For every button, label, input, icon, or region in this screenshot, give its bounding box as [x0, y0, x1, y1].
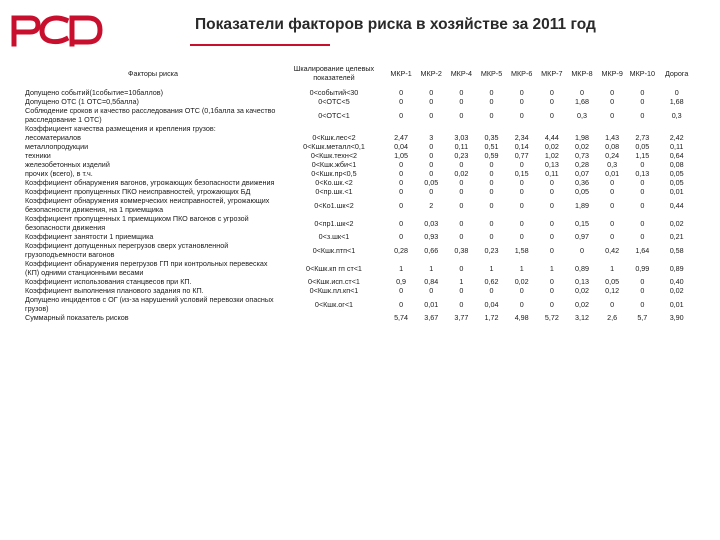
value-cell: 0,08 [669, 160, 684, 169]
table-row [24, 160, 696, 169]
risk-factor-cell: Коэффициент допущенных перегрузов сверх установленной грузоподъемности вагонов [25, 241, 229, 259]
value-cell: 0 [399, 232, 404, 241]
value-cell: 0 [519, 160, 524, 169]
scale-cell: 0<Кшк.техн<2 [310, 151, 358, 160]
scale-cell: 0<ОТС<1 [318, 110, 350, 120]
value-cell: 0,13 [575, 277, 589, 286]
value-cell: 0,44 [669, 200, 684, 210]
scale-cell [282, 313, 386, 322]
value-cell: 0,9 [396, 277, 407, 286]
scale-cell: 0<з.шк<1 [318, 232, 350, 241]
value-cell: 0 [489, 178, 494, 187]
value-cell: 0 [429, 97, 434, 106]
value-cell [446, 124, 476, 133]
value-cell: 0 [459, 160, 464, 169]
column-header: МКР-1 [390, 68, 412, 78]
value-cell: 0,05 [605, 277, 620, 286]
value-cell: 0,04 [484, 299, 499, 309]
value-cell: 1,15 [635, 151, 650, 160]
risk-factor-cell: лесоматериалов [25, 133, 81, 142]
value-cell: 0,42 [605, 245, 620, 255]
value-cell: 0 [459, 286, 464, 295]
value-cell: 0,77 [514, 151, 529, 160]
value-cell: 0 [399, 97, 404, 106]
value-cell: 0 [429, 151, 434, 160]
risk-factor-cell: металлопродукции [25, 142, 89, 151]
value-cell: 0 [640, 299, 645, 309]
value-cell: 0 [610, 187, 615, 196]
value-cell: 0 [459, 178, 464, 187]
value-cell: 0 [399, 160, 404, 169]
value-cell: 0 [519, 110, 524, 120]
value-cell: 0 [399, 187, 404, 196]
column-header: Дорога [664, 68, 689, 78]
value-cell: 0,21 [669, 232, 684, 241]
value-cell: 2 [429, 200, 434, 210]
value-cell: 0 [459, 218, 464, 228]
value-cell [567, 124, 597, 133]
value-cell: 0,28 [394, 245, 409, 255]
value-cell: 0,02 [454, 169, 469, 178]
scale-cell: 0<Кшк.пр<0,5 [311, 169, 357, 178]
value-cell: 0 [519, 187, 524, 196]
value-cell: 0 [489, 160, 494, 169]
value-cell: 0 [429, 160, 434, 169]
value-cell: 0 [549, 178, 554, 187]
scale-cell: 0<ОТС<5 [318, 97, 350, 106]
value-cell: 0,05 [669, 178, 684, 187]
value-cell: 0 [429, 169, 434, 178]
value-cell [476, 124, 506, 133]
value-cell: 0 [459, 232, 464, 241]
value-cell: 3,12 [575, 313, 589, 322]
risk-factor-cell: Коэффициент качества размещения и крепления грузов: [25, 124, 216, 133]
scale-cell: 0<Кшк.лес<2 [312, 133, 356, 142]
value-cell: 0 [640, 200, 645, 210]
value-cell: 0,05 [575, 187, 589, 196]
value-cell: 0,3 [607, 160, 618, 169]
value-cell: 0,89 [669, 263, 684, 273]
value-cell: 0,3 [671, 110, 682, 120]
value-cell: 0,15 [514, 169, 529, 178]
risk-factor-cell: Допущено инцидентов с ОГ (из-за нарушений условий перевозки опасных грузов) [25, 295, 274, 313]
scale-cell: 0<Ко1.шк<2 [314, 200, 354, 210]
value-cell: 0,23 [484, 245, 499, 255]
scale-cell: 0<Кшк.металл<0,1 [303, 142, 365, 151]
value-cell: 0 [640, 218, 645, 228]
value-cell: 1,89 [575, 200, 589, 210]
table-row [24, 295, 696, 313]
scale-cell: 0<Ко.шк.<2 [315, 178, 353, 187]
value-cell: 5,72 [544, 313, 559, 322]
value-cell: 0,02 [575, 286, 589, 295]
table-row [24, 97, 696, 106]
value-cell: 0,15 [575, 218, 589, 228]
value-cell: 0 [610, 232, 615, 241]
value-cell: 0 [640, 286, 645, 295]
value-cell: 1,72 [484, 313, 499, 322]
value-cell: 0 [429, 142, 434, 151]
value-cell: 0,51 [484, 142, 499, 151]
value-cell: 0 [399, 200, 404, 210]
scale-cell [282, 124, 386, 133]
value-cell: 1,68 [669, 97, 684, 106]
value-cell: 1 [549, 263, 554, 273]
value-cell: 0,3 [577, 110, 587, 120]
value-cell: 2,6 [607, 313, 618, 322]
value-cell: 0,02 [669, 218, 684, 228]
value-cell: 1,05 [394, 151, 409, 160]
value-cell: 0 [549, 97, 554, 106]
value-cell: 0 [489, 169, 494, 178]
value-cell: 0 [640, 178, 645, 187]
value-cell: 1,02 [544, 151, 559, 160]
value-cell: 0,01 [424, 299, 439, 309]
value-cell: 0,11 [454, 142, 469, 151]
value-cell: 0 [429, 110, 434, 120]
value-cell [627, 124, 657, 133]
value-cell: 2,47 [394, 133, 409, 142]
table-row [24, 106, 696, 124]
risk-factor-cell: Коэффициент выполнения планового задания по КП. [25, 286, 204, 295]
value-cell: 0 [519, 178, 524, 187]
column-header: Шкалирование целевых показателей [293, 64, 375, 82]
value-cell: 0,05 [635, 142, 650, 151]
value-cell: 0 [610, 299, 615, 309]
value-cell: 0,01 [669, 299, 684, 309]
value-cell: 0,02 [514, 277, 529, 286]
scale-cell: 0<Кшк.птп<1 [312, 245, 356, 255]
value-cell: 0 [399, 178, 404, 187]
column-header: МКР-4 [450, 68, 473, 78]
scale-cell: 0<Кшк.ог<1 [314, 299, 354, 309]
value-cell: 0,97 [575, 232, 589, 241]
value-cell [537, 124, 567, 133]
rzd-logo-icon [8, 8, 108, 48]
value-cell: 0 [549, 277, 554, 286]
value-cell: 0,93 [424, 232, 439, 241]
value-cell: 0,01 [669, 187, 684, 196]
scale-cell: 0<пр.шк.<1 [315, 187, 353, 196]
value-cell: 3,90 [669, 313, 684, 322]
value-cell: 0,04 [394, 142, 409, 151]
value-cell: 0 [429, 88, 434, 97]
value-cell: 1,98 [575, 133, 589, 142]
value-cell: 0 [549, 110, 554, 120]
value-cell: 1,64 [635, 245, 650, 255]
title-underline [190, 44, 330, 46]
value-cell: 0 [549, 187, 554, 196]
risk-factor-cell: железобетонных изделий [25, 160, 110, 169]
risk-factor-cell: Допущено событий(1событие=10баллов) [25, 88, 163, 97]
value-cell: 0,02 [544, 142, 559, 151]
column-header: МКР-8 [571, 68, 593, 78]
value-cell: 0,13 [544, 160, 559, 169]
value-cell: 4,44 [544, 133, 559, 142]
table-row [24, 88, 696, 97]
column-header: МКР-5 [480, 68, 503, 78]
value-cell: 0,05 [424, 178, 439, 187]
table-row [24, 286, 696, 295]
table-row [24, 142, 696, 151]
risk-factor-cell: Соблюдение сроков и качество расследования ОТС (0,1балла за качество расследование 1 ОТС) [25, 106, 276, 124]
value-cell: 0 [459, 110, 464, 120]
value-cell: 1 [429, 263, 434, 273]
value-cell: 0 [429, 187, 434, 196]
value-cell: 0 [399, 110, 404, 120]
value-cell: 0,11 [545, 169, 559, 178]
value-cell: 3,67 [424, 313, 439, 322]
value-cell: 0 [489, 97, 494, 106]
table-row [24, 214, 696, 232]
value-cell: 0 [610, 178, 615, 187]
value-cell: 0 [489, 286, 494, 295]
risk-factor-cell: Коэффициент занятости 1 приемщика [25, 232, 154, 241]
column-header: МКР-7 [541, 68, 563, 78]
value-cell: 0 [519, 200, 524, 210]
value-cell: 0 [429, 286, 434, 295]
value-cell: 0 [640, 160, 645, 169]
value-cell: 0 [459, 97, 464, 106]
value-cell: 0 [549, 299, 554, 309]
page-title: Показатели факторов риска в хозяйстве за 2011 год [195, 16, 596, 33]
risk-factor-cell: Коэффициент обнаружения вагонов, угрожающих безопасности движения [25, 178, 275, 187]
value-cell: 0,99 [635, 263, 650, 273]
column-header: МКР-9 [601, 68, 623, 78]
table-row [24, 133, 696, 142]
value-cell: 0 [489, 110, 494, 120]
value-cell: 0 [549, 200, 554, 210]
value-cell: 0,64 [669, 151, 684, 160]
risk-factor-cell: Суммарный показатель рисков [25, 313, 129, 322]
value-cell: 0,12 [605, 286, 620, 295]
value-cell: 0,28 [575, 160, 589, 169]
risk-factor-cell: прочих (всего), в т.ч. [25, 169, 93, 178]
value-cell [386, 124, 416, 133]
value-cell: 0,36 [575, 178, 589, 187]
value-cell: 0 [549, 88, 554, 97]
value-cell: 0,08 [605, 142, 620, 151]
value-cell: 0 [489, 88, 494, 97]
value-cell: 0,02 [575, 142, 589, 151]
table-row [24, 169, 696, 178]
value-cell: 1,68 [575, 97, 589, 106]
value-cell: 0,40 [669, 277, 684, 286]
scale-cell: 0<событий<30 [309, 88, 359, 97]
value-cell: 0,02 [669, 286, 684, 295]
value-cell: 0,01 [605, 169, 620, 178]
value-cell: 1 [610, 263, 615, 273]
value-cell: 0 [399, 169, 404, 178]
value-cell: 2,73 [635, 133, 650, 142]
value-cell: 0 [610, 200, 615, 210]
column-header: Факторы риска [128, 68, 178, 78]
value-cell: 5,7 [637, 313, 648, 322]
risk-factors-table [24, 58, 696, 322]
value-cell: 0 [519, 88, 524, 97]
scale-cell: 0<Кшк.жби<1 [311, 160, 357, 169]
value-cell: 0 [399, 286, 404, 295]
value-cell: 0,13 [635, 169, 650, 178]
risk-factor-cell: Коэффициент пропущенных ПКО неисправностей, угрожающих БД [25, 187, 251, 196]
value-cell: 1 [519, 263, 524, 273]
value-cell: 0,02 [575, 299, 589, 309]
value-cell: 0 [489, 187, 494, 196]
value-cell: 5,74 [394, 313, 409, 322]
table-row [24, 124, 696, 133]
value-cell: 0 [489, 200, 494, 210]
scale-cell: 0<Кшк.исп.ст<1 [308, 277, 360, 286]
risk-factor-cell: Коэффициент использования станцвесов при КП. [25, 277, 192, 286]
value-cell: 4,98 [514, 313, 529, 322]
value-cell: 0 [399, 218, 404, 228]
value-cell: 0 [489, 232, 494, 241]
risk-factor-cell: Коэффициент пропущенных 1 приемщиком ПКО вагонов с угрозой безопасности движения [25, 214, 249, 232]
value-cell: 0 [399, 299, 404, 309]
value-cell: 0 [489, 218, 494, 228]
risk-factor-cell: техники [25, 151, 51, 160]
value-cell: 1 [489, 263, 494, 273]
value-cell: 0 [459, 88, 464, 97]
value-cell: 0,03 [424, 218, 439, 228]
value-cell: 3,77 [454, 313, 469, 322]
table-row [24, 259, 696, 277]
value-cell [416, 124, 446, 133]
scale-cell: 0<Кшк.пл.кп<1 [309, 286, 359, 295]
value-cell: 0 [610, 88, 615, 97]
scale-cell: 0<пр1.шк<2 [314, 218, 354, 228]
value-cell: 0 [580, 88, 584, 97]
value-cell: 0,59 [484, 151, 499, 160]
value-cell: 0,24 [605, 151, 620, 160]
value-cell: 0 [519, 286, 524, 295]
value-cell: 0,58 [669, 245, 684, 255]
value-cell [657, 124, 696, 133]
value-cell: 3 [429, 133, 434, 142]
table-header-row [24, 58, 696, 88]
value-cell: 0 [674, 88, 679, 97]
column-header: МКР-6 [511, 68, 533, 78]
value-cell: 0 [549, 245, 554, 255]
column-header: МКР-10 [629, 68, 655, 78]
value-cell: 0 [640, 232, 645, 241]
value-cell: 0 [610, 218, 615, 228]
column-header: МКР-2 [420, 68, 442, 78]
value-cell: 1,43 [605, 133, 620, 142]
value-cell [597, 124, 627, 133]
value-cell: 0 [549, 286, 554, 295]
table-row [24, 232, 696, 241]
value-cell: 1 [459, 277, 464, 286]
value-cell: 2,34 [514, 133, 529, 142]
value-cell [507, 124, 537, 133]
value-cell: 0 [519, 299, 524, 309]
value-cell: 0 [519, 232, 524, 241]
value-cell: 0 [459, 263, 464, 273]
value-cell: 0,73 [575, 151, 589, 160]
value-cell: 0 [640, 110, 645, 120]
value-cell: 0,05 [669, 169, 684, 178]
value-cell: 0 [549, 232, 554, 241]
value-cell: 0 [399, 88, 404, 97]
value-cell: 0 [459, 200, 464, 210]
value-cell: 0 [549, 218, 554, 228]
value-cell: 0 [640, 88, 645, 97]
value-cell: 0 [580, 245, 584, 255]
value-cell: 3,03 [454, 133, 469, 142]
value-cell: 0 [459, 299, 464, 309]
value-cell: 0,66 [424, 245, 439, 255]
table-row [24, 151, 696, 160]
table-body [24, 88, 696, 322]
value-cell: 1 [399, 263, 404, 273]
value-cell: 0,38 [454, 245, 469, 255]
value-cell: 0 [640, 277, 645, 286]
risk-factor-cell: Коэффициент обнаружения перегрузов ГП при контрольных перевесках (КП) одними станционными весами [25, 259, 268, 277]
value-cell: 0 [610, 97, 615, 106]
table-row [24, 313, 696, 322]
value-cell: 0,14 [514, 142, 529, 151]
table-row [24, 187, 696, 196]
risk-factor-cell: Коэффициент обнаружения коммерческих неисправностей, угрожающих безопасности движения, на 1 приемщика [25, 196, 270, 214]
value-cell: 0 [519, 97, 524, 106]
table-row [24, 196, 696, 214]
value-cell: 0 [610, 110, 615, 120]
value-cell: 0,11 [669, 142, 684, 151]
scale-cell: 0<Кшк.кп гп ст<1 [306, 263, 362, 273]
table-row [24, 241, 696, 259]
value-cell: 0,89 [575, 263, 589, 273]
value-cell: 0,23 [454, 151, 469, 160]
value-cell: 0,62 [484, 277, 499, 286]
value-cell: 0,07 [575, 169, 589, 178]
value-cell: 0 [459, 187, 464, 196]
value-cell: 1,58 [514, 245, 529, 255]
value-cell: 0,35 [484, 133, 499, 142]
value-cell: 0 [519, 218, 524, 228]
value-cell: 0,84 [424, 277, 439, 286]
value-cell: 0 [640, 187, 645, 196]
value-cell: 0 [640, 97, 645, 106]
value-cell: 2,42 [669, 133, 684, 142]
table-row [24, 178, 696, 187]
risk-factor-cell: Допущено ОТС (1 ОТС=0,5балла) [25, 97, 139, 106]
table-row [24, 277, 696, 286]
